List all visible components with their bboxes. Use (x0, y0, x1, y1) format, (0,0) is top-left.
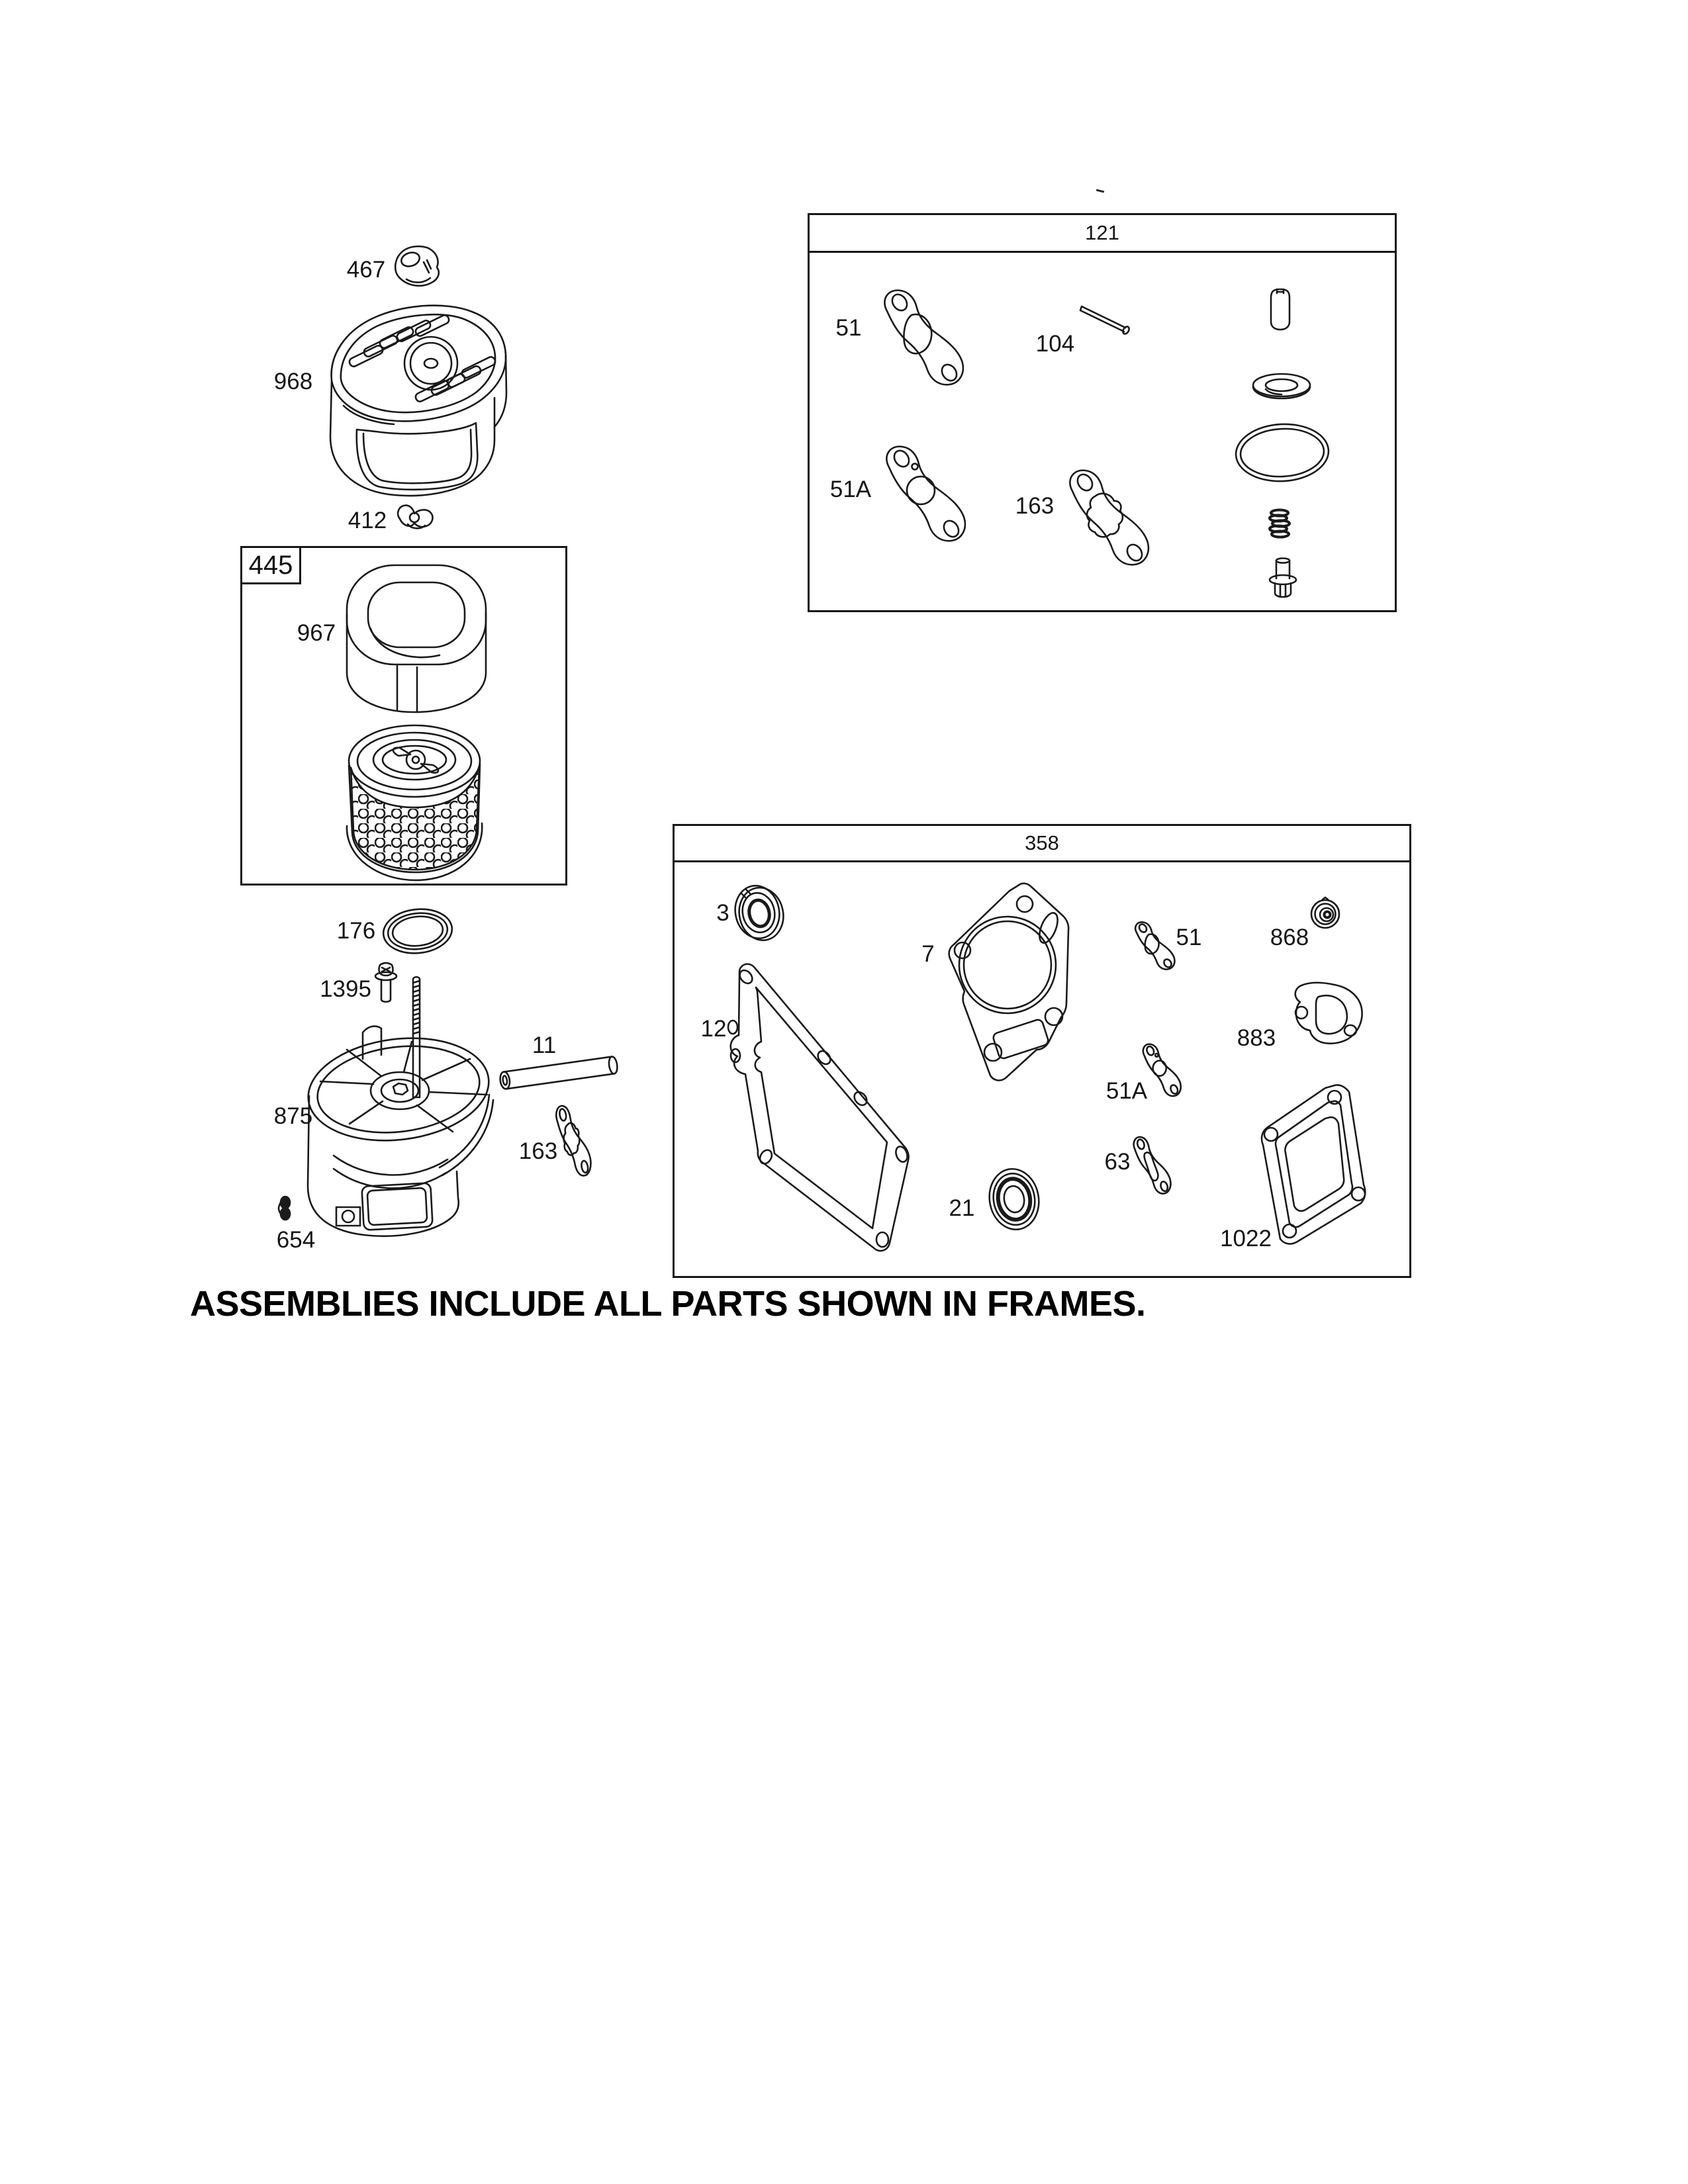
screw-drawing (1266, 556, 1299, 598)
gasket-163-kit-drawing (1060, 466, 1160, 573)
air-cleaner-cover-drawing (314, 293, 512, 498)
seal-868-drawing (1309, 896, 1342, 933)
frame-445-title-box (240, 546, 301, 584)
part-label-7: 7 (921, 941, 935, 967)
gasket-51-kit-drawing (875, 286, 974, 392)
part-label-3: 3 (716, 900, 729, 926)
part-label-51-kit: 51 (835, 315, 862, 341)
o-ring-176-drawing (381, 907, 454, 956)
clip-654-drawing (277, 1194, 294, 1223)
oil-seal-21-drawing (986, 1166, 1042, 1232)
head-gasket-7-drawing (940, 880, 1072, 1084)
gasket-51-drawing (1131, 920, 1181, 974)
breather-tube-drawing (494, 1052, 624, 1093)
frame-358-title: 358 (1025, 831, 1059, 854)
part-label-875: 875 (273, 1103, 313, 1129)
part-label-51a-kit: 51A (829, 477, 872, 502)
footer-note: ASSEMBLIES INCLUDE ALL PARTS SHOWN IN FRAMES. (190, 1284, 1146, 1324)
part-label-63: 63 (1104, 1149, 1131, 1175)
part-label-1022: 1022 (1220, 1226, 1272, 1251)
part-label-51: 51 (1176, 925, 1202, 950)
stray-mark (1096, 189, 1104, 193)
spring-drawing (1267, 507, 1292, 543)
paper-filter-cartridge-drawing (342, 721, 489, 884)
part-label-968: 968 (273, 369, 313, 394)
gasket-51a-kit-drawing (877, 442, 976, 548)
part-label-51a: 51A (1105, 1078, 1148, 1104)
part-label-412: 412 (348, 508, 387, 533)
part-label-11: 11 (532, 1032, 557, 1058)
part-label-176: 176 (336, 918, 376, 944)
part-label-467: 467 (346, 257, 386, 283)
gasket-883-drawing (1284, 979, 1368, 1046)
part-label-104: 104 (1035, 331, 1075, 357)
foam-filter-element-drawing (339, 556, 494, 720)
part-label-868: 868 (1270, 925, 1309, 950)
air-cleaner-knob-drawing (389, 242, 442, 294)
part-label-967: 967 (297, 620, 336, 646)
part-label-1395: 1395 (320, 976, 371, 1002)
part-label-21: 21 (949, 1195, 975, 1221)
part-label-883: 883 (1237, 1025, 1276, 1051)
bolt-1395-drawing (372, 962, 400, 1006)
part-label-654: 654 (276, 1227, 316, 1253)
o-ring-large-drawing (1233, 421, 1332, 484)
oil-seal-3-drawing (732, 883, 785, 944)
frame-445-title: 445 (248, 550, 293, 580)
crankcase-gasket-12-drawing (722, 958, 921, 1259)
gasket-163-drawing (551, 1103, 597, 1182)
frame-121-header (810, 215, 1395, 253)
gasket-63-drawing (1129, 1134, 1177, 1199)
part-label-12: 12 (700, 1016, 727, 1042)
part-label-163-kit: 163 (1015, 493, 1055, 519)
frame-121-title: 121 (1085, 221, 1119, 244)
pin-104-drawing (1074, 301, 1135, 343)
gasket-1022-drawing (1256, 1079, 1370, 1246)
part-label-163-left: 163 (518, 1138, 558, 1164)
washer-seal-drawing (1250, 371, 1313, 402)
wing-nut-drawing (395, 502, 437, 533)
frame-358-header (675, 826, 1409, 862)
cap-plug-drawing (1266, 286, 1295, 334)
air-cleaner-base-drawing (299, 1018, 496, 1243)
